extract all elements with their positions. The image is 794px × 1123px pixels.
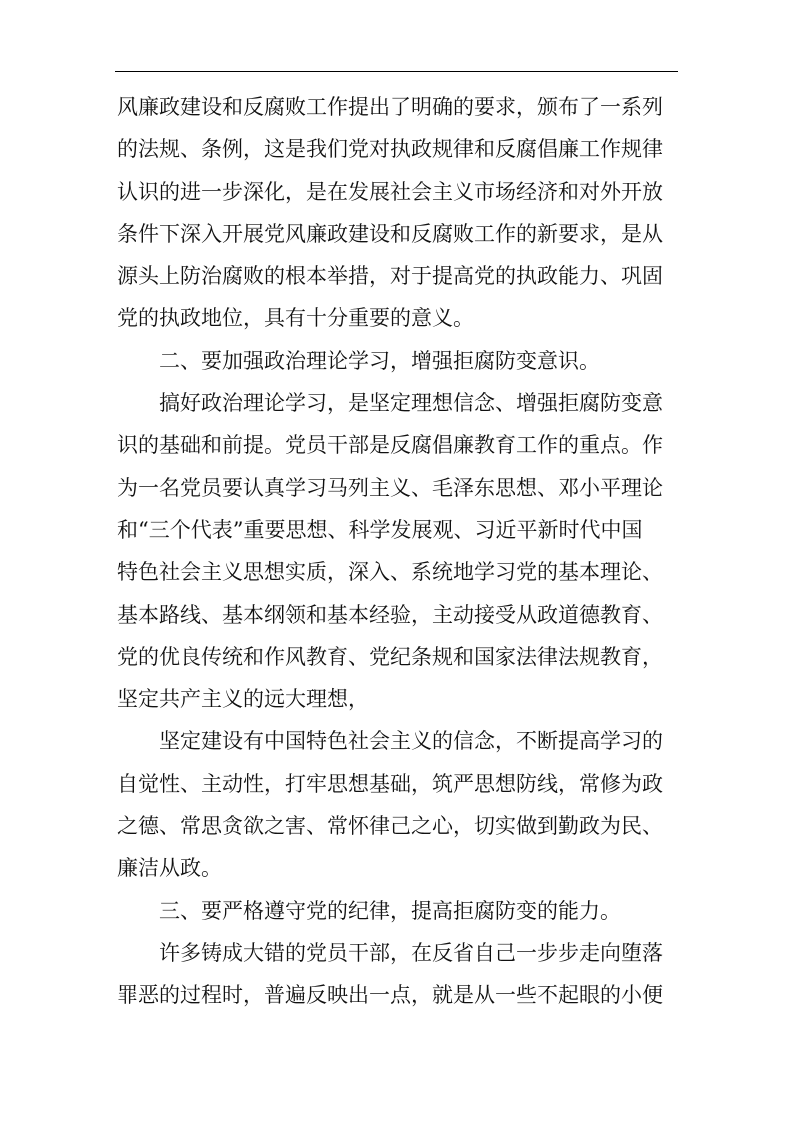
paragraph [117,86,682,340]
text-line: 为一名党员要认真学习马列主义、毛泽东思想、邓小平理论 [117,475,663,500]
header-rule [115,71,678,72]
text-line: 自觉性、主动性，打牢思想基础，筑严思想防线，常修为政 [117,771,663,796]
text-line: 坚定共产主义的远大理想， [117,687,369,712]
text-line: 和“三个代表”重要思想、科学发展观、习近平新时代中国 [117,517,643,542]
text-line: 廉洁从政。 [117,856,222,881]
text-line: 条件下深入开展党风廉政建设和反腐败工作的新要求，是从 [117,221,663,246]
text-line: 的法规、条例，这是我们党对执政规律和反腐倡廉工作规律 [117,137,663,162]
text-line: 之德、常思贪欲之害、常怀律己之心，切实做到勤政为民、 [117,814,663,839]
text-line: 特色社会主义思想实质，深入、系统地学习党的基本理论、 [117,560,663,585]
text-line: 搞好政治理论学习，是坚定理想信念、增强拒腐防变意 [159,391,663,416]
paragraph [117,720,682,889]
text-line: 源头上防治腐败的根本举措，对于提高党的执政能力、巩固 [117,264,663,289]
document-body [117,86,682,1017]
text-line: 二、要加强政治理论学习，增强拒腐防变意识。 [159,348,600,373]
text-line: 三、要严格遵守党的纪律，提高拒腐防变的能力。 [159,898,621,923]
text-line: 风廉政建设和反腐败工作提出了明确的要求，颁布了一系列 [117,95,663,119]
text-line: 党的优良传统和作风教育、党纪条规和国家法律法规教育， [117,644,663,669]
text-line: 许多铸成大错的党员干部，在反省自己一步步走向堕落 [159,940,663,965]
paragraph [117,890,682,932]
paragraph [117,932,682,1017]
paragraph [117,382,682,720]
text-line: 坚定建设有中国特色社会主义的信念，不断提高学习的 [159,729,663,754]
text-line: 认识的进一步深化，是在发展社会主义市场经济和对外开放 [117,179,663,204]
text-line: 基本路线、基本纲领和基本经验，主动接受从政道德教育、 [117,602,663,627]
text-line: 识的基础和前提。党员干部是反腐倡廉教育工作的重点。作 [117,433,663,458]
text-line: 党的执政地位，具有十分重要的意义。 [117,306,474,331]
text-line: 罪恶的过程时，普遍反映出一点，就是从一些不起眼的小便 [117,983,663,1008]
paragraph [117,340,682,382]
